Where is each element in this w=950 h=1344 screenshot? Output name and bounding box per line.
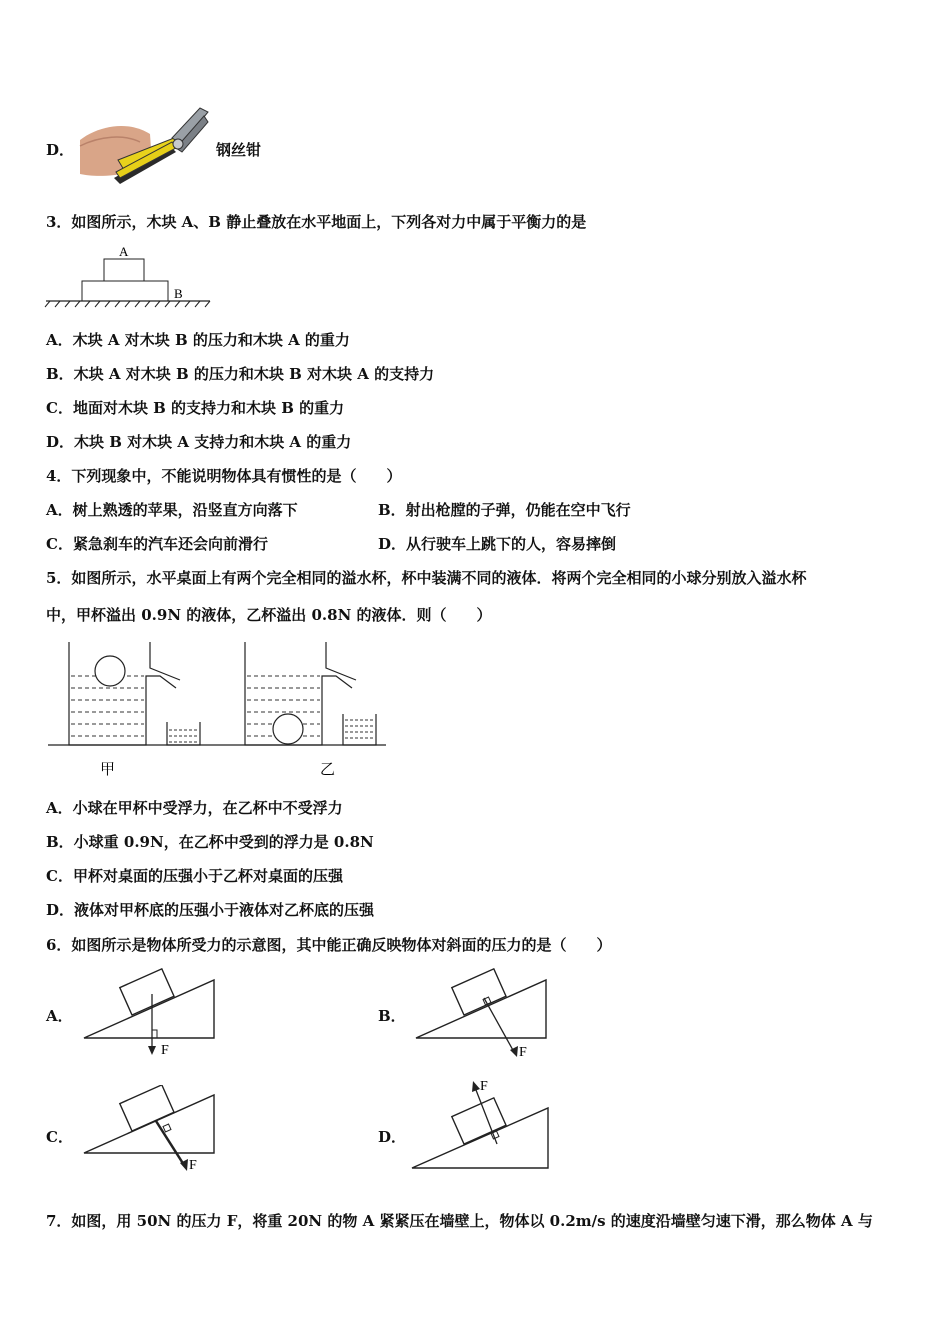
q5-stem-line2: 中，甲杯溢出 0.9N 的液体，乙杯溢出 0.8N 的液体．则（ ）: [46, 606, 492, 624]
q3-option-b: B．木块 A 对木块 B 的压力和木块 B 对木块 A 的支持力: [46, 365, 435, 383]
q3-fig-label-a: A: [119, 244, 129, 259]
q4-stem: 4．下列现象中，不能说明物体具有惯性的是（ ）: [46, 467, 402, 485]
q7-stem: 7．如图，用 50N 的压力 F，将重 20N 的物 A 紧紧压在墙壁上，物体以 0.2m/s 的速度沿墙壁匀速下滑，那么物体 A 与: [46, 1212, 873, 1230]
q2-option-d-label: D．: [46, 141, 75, 159]
q4-option-a: A．树上熟透的苹果，沿竖直方向落下: [46, 501, 298, 519]
q5-figure-overflow-cups: [48, 638, 388, 778]
q5-option-a: A．小球在甲杯中受浮力，在乙杯中不受浮力: [46, 799, 343, 817]
q5-option-b: B．小球重 0.9N，在乙杯中受到的浮力是 0.8N: [46, 833, 374, 851]
q6-a-force-label: F: [161, 1043, 169, 1058]
q3-figure-blocks: [44, 243, 214, 309]
q5-fig-label-jia: 甲: [100, 762, 116, 778]
pliers-image: [78, 100, 210, 186]
q6-b-force-label: F: [519, 1045, 527, 1060]
q6-c-force-label: F: [189, 1158, 197, 1173]
q6-figure-a: [80, 968, 220, 1058]
q6-option-c-label: C．: [46, 1128, 73, 1146]
q6-figure-c: [80, 1085, 220, 1177]
q5-fig-label-yi: 乙: [320, 762, 336, 778]
q6-figure-b: [412, 968, 552, 1060]
q5-option-c: C．甲杯对桌面的压强小于乙杯对桌面的压强: [46, 867, 343, 885]
q2-option-d-text: 钢丝钳: [216, 141, 262, 159]
q6-d-force-label: F: [480, 1079, 488, 1094]
q6-figure-d: [408, 1074, 554, 1174]
q4-option-c: C．紧急刹车的汽车还会向前滑行: [46, 535, 268, 553]
q3-option-c: C．地面对木块 B 的支持力和木块 B 的重力: [46, 399, 345, 417]
q6-option-d-label: D．: [378, 1128, 407, 1146]
q5-stem-line1: 5．如图所示，水平桌面上有两个完全相同的溢水杯，杯中装满不同的液体．将两个完全相同的小球分别放入溢水杯: [46, 569, 807, 587]
q6-option-b-label: B．: [378, 1007, 406, 1025]
q4-option-d: D．从行驶车上跳下的人，容易摔倒: [378, 535, 617, 553]
q3-fig-label-b: B: [174, 286, 183, 301]
q5-option-d: D．液体对甲杯底的压强小于液体对乙杯底的压强: [46, 901, 375, 919]
q3-option-d: D．木块 B 对木块 A 支持力和木块 A 的重力: [46, 433, 352, 451]
q4-option-b: B．射出枪膛的子弹，仍能在空中飞行: [378, 501, 631, 519]
q3-option-a: A．木块 A 对木块 B 的压力和木块 A 的重力: [46, 331, 350, 349]
q6-stem: 6．如图所示是物体所受力的示意图，其中能正确反映物体对斜面的压力的是（ ）: [46, 936, 612, 954]
q3-stem: 3．如图所示，木块 A、B 静止叠放在水平地面上，下列各对力中属于平衡力的是: [46, 213, 587, 231]
q6-option-a-label: A．: [46, 1007, 73, 1025]
